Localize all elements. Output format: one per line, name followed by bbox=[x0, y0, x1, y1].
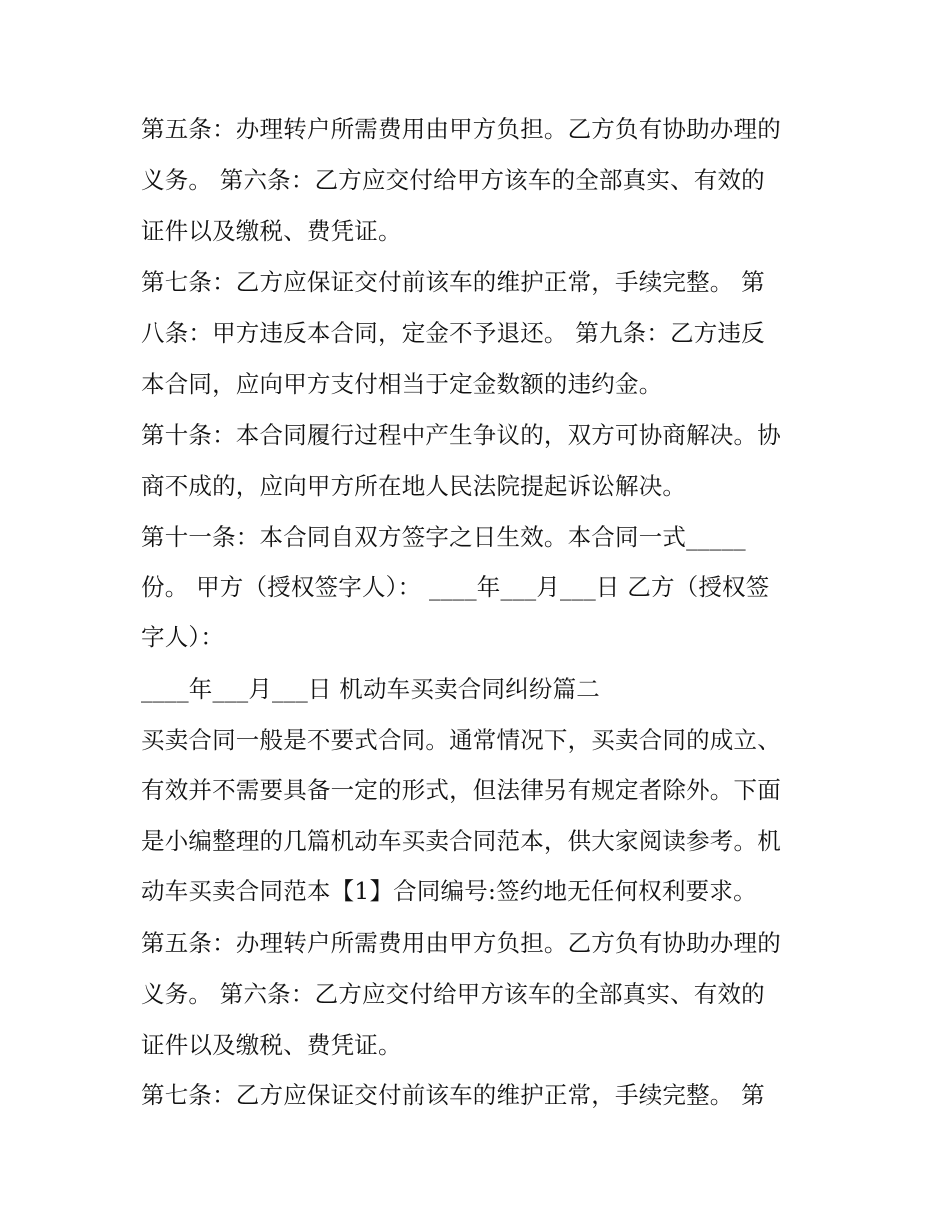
text-line: 动车买卖合同范本【1】合同编号:签约地无任何权利要求。 bbox=[141, 877, 757, 905]
text-line: 第七条：乙方应保证交付前该车的维护正常，手续完整。 第 bbox=[141, 1081, 765, 1109]
text-line: 是小编整理的几篇机动车买卖合同范本，供大家阅读参考。机 bbox=[141, 827, 781, 855]
text-line: 证件以及缴税、费凭证。 bbox=[141, 217, 402, 245]
text-line: 本合同，应向甲方支付相当于定金数额的违约金。 bbox=[141, 370, 663, 398]
text-line: 商不成的，应向甲方所在地人民法院提起诉讼解决。 bbox=[141, 472, 687, 500]
text-line: 义务。 第六条：乙方应交付给甲方该车的全部真实、有效的 bbox=[141, 980, 765, 1008]
text-line: ____年___月___日 机动车买卖合同纠纷篇二 bbox=[141, 675, 600, 703]
text-line: 证件以及缴税、费凭证。 bbox=[141, 1031, 402, 1059]
text-line: 第五条：办理转户所需费用由甲方负担。乙方负有协助办理的 bbox=[141, 929, 781, 957]
text-line: 份。 甲方（授权签字人）： ____年___月___日 乙方（授权签 bbox=[141, 573, 770, 601]
text-line: 有效并不需要具备一定的形式，但法律另有规定者除外。下面 bbox=[141, 776, 781, 804]
text-line: 第十条：本合同履行过程中产生争议的，双方可协商解决。协 bbox=[141, 421, 781, 449]
text-line: 字人）： bbox=[141, 623, 225, 651]
text-line: 买卖合同一般是不要式合同。通常情况下，买卖合同的成立、 bbox=[141, 726, 781, 754]
text-line: 义务。 第六条：乙方应交付给甲方该车的全部真实、有效的 bbox=[141, 166, 765, 194]
text-line: 第十一条：本合同自双方签字之日生效。本合同一式_____ bbox=[141, 523, 746, 551]
text-line: 第五条：办理转户所需费用由甲方负担。乙方负有协助办理的 bbox=[141, 115, 781, 143]
text-line: 八条：甲方违反本合同，定金不予退还。 第九条：乙方违反 bbox=[141, 319, 765, 347]
text-line: 第七条：乙方应保证交付前该车的维护正常，手续完整。 第 bbox=[141, 268, 765, 296]
